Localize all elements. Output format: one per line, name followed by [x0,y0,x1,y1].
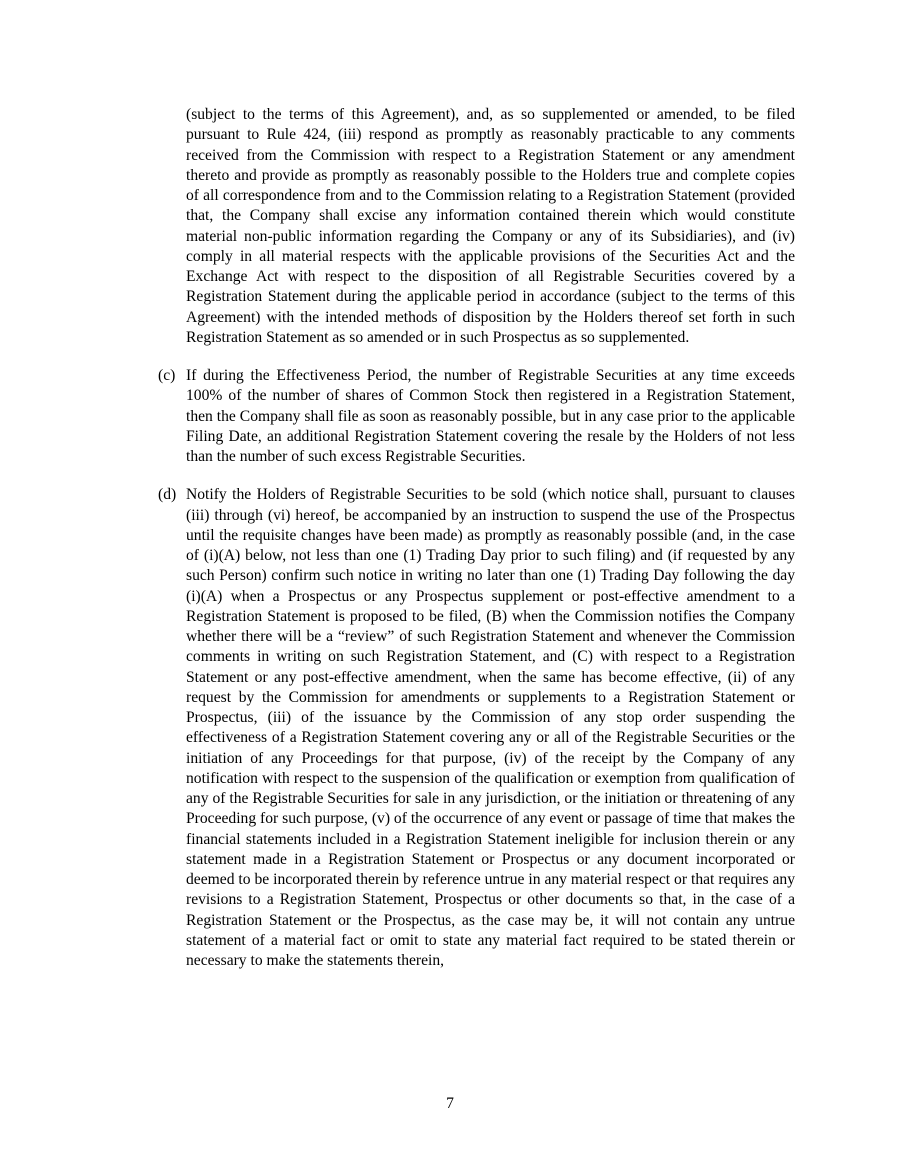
continuation-paragraph: (subject to the terms of this Agreement), and, as so supplemented or amended, to be filed pursuant to Rule 424, (iii) respond as promptly as reasonably practicable to any comments received from the Commission with respect to a Registration Statement or any amendment thereto and provide as promptly as reasonably possible to the Holders true and complete copies of all correspondence from and to the Commission relating to a Registration Statement (provided that, the Company shall excise any information contained therein which would constitute material non-public information regarding the Company or any of its Subsidiaries), and (iv) comply in all material respects with the applicable provisions of the Securities Act and the Exchange Act with respect to the disposition of all Registrable Securities covered by a Registration Statement during the applicable period in accordance (subject to the terms of this Agreement) with the intended methods of disposition by the Holders thereof set forth in such Registration Statement as so amended or in such Prospectus as so supplemented. [186,106,795,346]
clause-c-label: (c) [158,367,176,384]
clause-c-text: If during the Effectiveness Period, the number of Registrable Securities at any time exceeds 100% of the number of shares of Common Stock then registered in a Registration Statement, then the Company shall file as soon as reasonably possible, but in any case prior to the applicable Filing Date, an additional Registration Statement covering the resale by the Holders of not less than the number of such excess Registrable Securities. [186,367,795,465]
page-number: 7 [446,1095,454,1112]
clause-d-label: (d) [158,486,177,504]
page-body [158,105,795,989]
clause-c [158,366,795,467]
clause-d [158,485,795,971]
clause-d-text: Notify the Holders of Registrable Securities to be sold (which notice shall, pursuant to clauses (iii) through (vi) hereof, be accompanied by an instruction to suspend the use of the Prospectus until the requisite changes have been made) as promptly as reasonably possible (and, in the case of (i)(A) below, not less than one (1) Trading Day prior to such filing) and (if requested by any such Person) confirm such notice in writing no later than one (1) Trading Day following the day (i)(A) when a Prospectus or any Prospectus supplement or post-effective amendment to a Registration Statement is proposed to be filed, (B) when the Commission notifies the Company whether there will be a “review” of such Registration Statement and whenever the Commission comments in writing on such Registration Statement, and (C) with respect to a Registration Statement or any post-effective amendment, when the same has become effective, (ii) of any request by the Commission for amendments or supplements to a Registration Statement or Prospectus, (iii) of the issuance by the Commission of any stop order suspending the effectiveness of a Registration Statement covering any or all of the Registrable Securities or the initiation of any Proceedings for that purpose, (iv) of the receipt by the Company of any notification with respect to the suspension of the qualification or exemption from qualification of any of the Registrable Securities for sale in any jurisdiction, or the initiation or threatening of any Proceeding for such purpose, (v) of the occurrence of any event or passage of time that makes the financial statements included in a Registration Statement ineligible for inclusion therein or any statement made in a Registration Statement or Prospectus or any document incorporated or deemed to be incorporated therein by reference untrue in any material respect or that requires any revisions to a Registration Statement, Prospectus or other documents so that, in the case of a Registration Statement or the Prospectus, as the case may be, it will not contain any untrue statement of a material fact or omit to state any material fact required to be stated therein or necessary to make the statements therein, [186,486,795,969]
